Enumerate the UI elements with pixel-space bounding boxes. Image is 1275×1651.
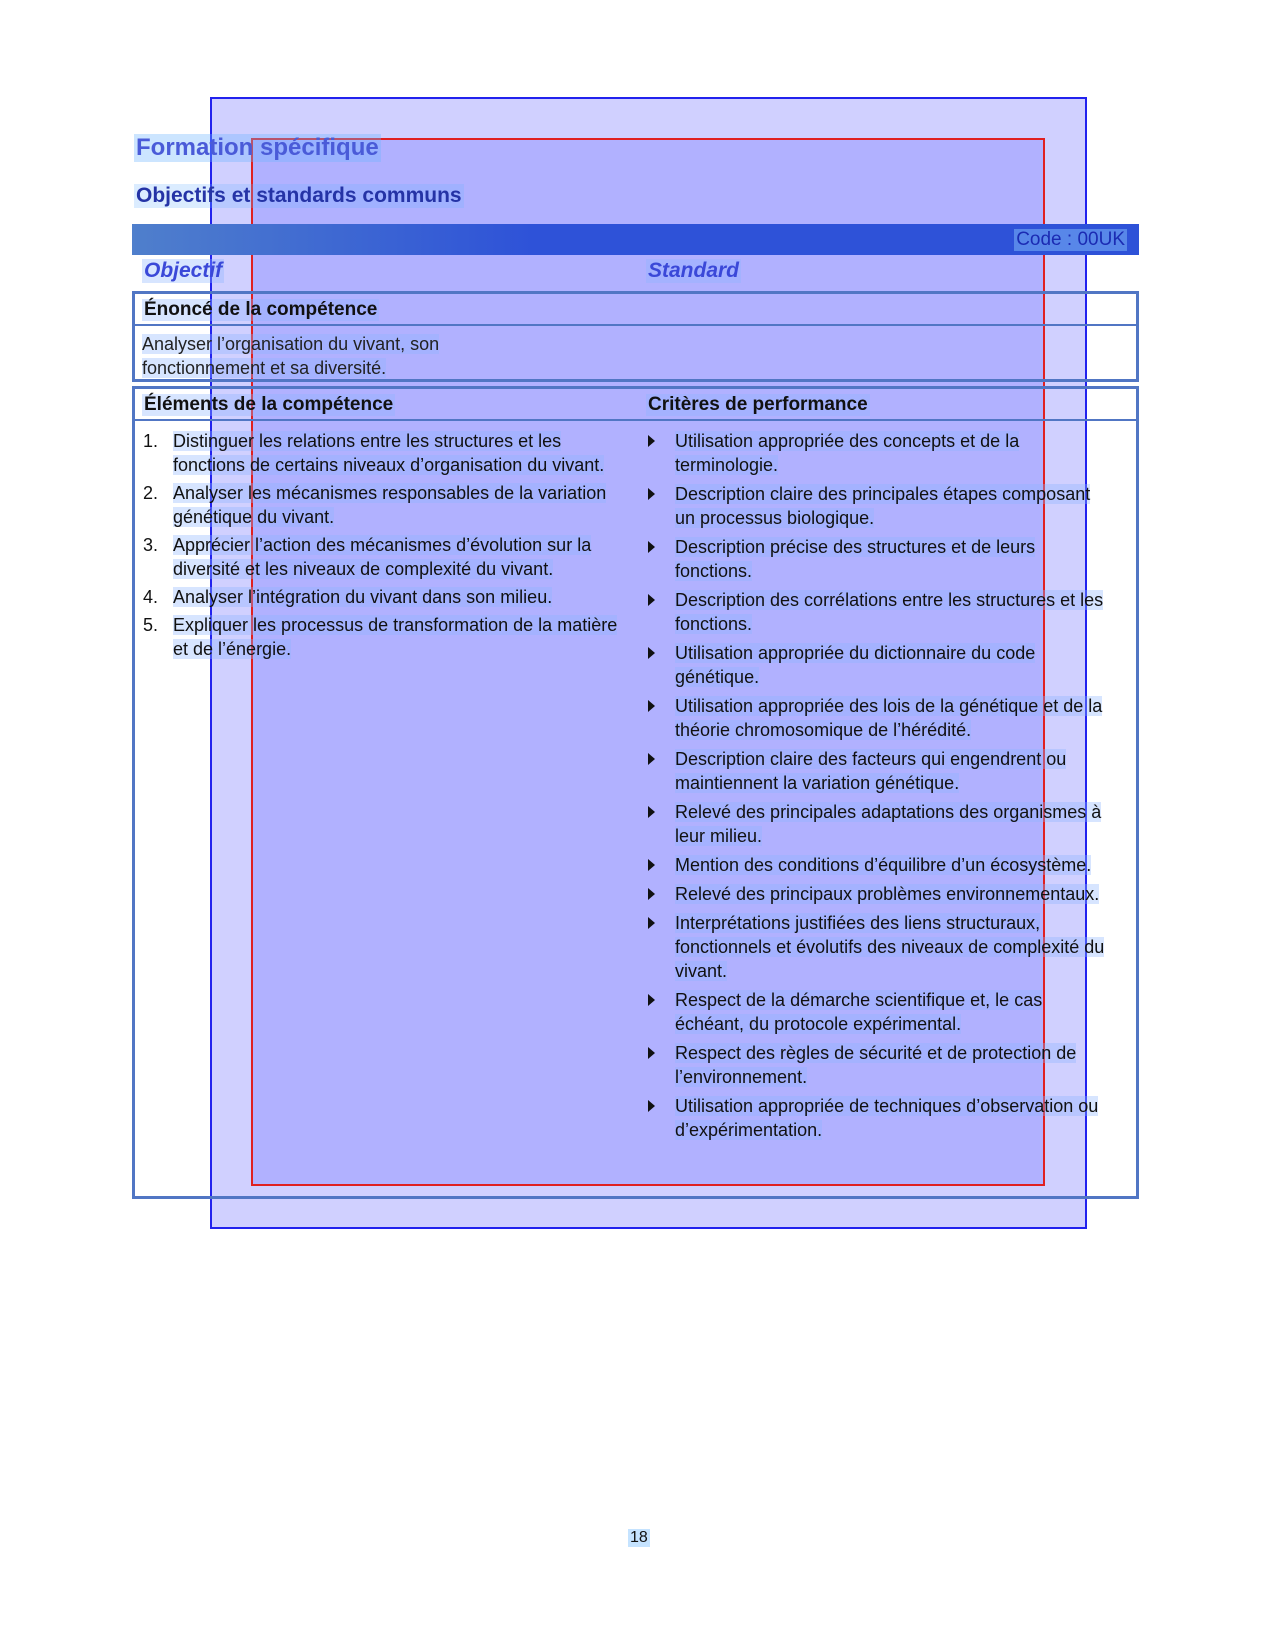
list-item <box>645 641 1115 689</box>
list-item <box>645 882 1115 906</box>
page-subtitle: Objectifs et standards communs <box>136 184 462 207</box>
column-headers <box>132 258 1139 286</box>
list-item <box>645 911 1115 983</box>
criterion-text: Relevé des principales adaptations des organismes à leur milieu. <box>675 802 1102 846</box>
bullet-icon <box>648 488 655 500</box>
enonce-table <box>132 291 1139 382</box>
code-label: Code : 00UK <box>1016 229 1125 250</box>
elements-table <box>132 386 1139 1199</box>
criterion-text: Respect des règles de sécurité et de protection de l’environnement. <box>675 1043 1077 1087</box>
list-item <box>645 1041 1115 1089</box>
criterion-text: Description des corrélations entre les structures et les fonctions. <box>675 590 1104 634</box>
list-item <box>645 429 1115 477</box>
criterion-text: Utilisation appropriée des lois de la génétique et de la théorie chromosomique de l’hérédité. <box>675 696 1103 740</box>
list-item <box>143 613 633 661</box>
list-item <box>645 747 1115 795</box>
criteria-list <box>645 429 1115 1147</box>
enonce-header-row <box>135 294 1136 326</box>
criterion-text: Respect de la démarche scientifique et, le cas échéant, du protocole expérimental. <box>675 990 1043 1034</box>
bullet-icon <box>648 994 655 1006</box>
list-item <box>143 533 633 581</box>
item-text: Apprécier l’action des mécanismes d’évolution sur la diversité et les niveaux de complexité du vivant. <box>173 535 592 579</box>
bullet-icon <box>648 917 655 929</box>
bullet-icon <box>648 647 655 659</box>
item-text: Distinguer les relations entre les structures et les fonctions de certains niveaux d’organisation du vivant. <box>173 431 605 475</box>
list-item <box>645 482 1115 530</box>
list-item <box>143 585 633 609</box>
bullet-icon <box>648 700 655 712</box>
bullet-icon <box>648 541 655 553</box>
bullet-icon <box>648 753 655 765</box>
list-item <box>645 694 1115 742</box>
bullet-icon <box>648 1100 655 1112</box>
criteria-heading: Critères de performance <box>648 394 868 415</box>
page-title: Formation spécifique <box>136 134 379 161</box>
bullet-icon <box>648 594 655 606</box>
list-item <box>645 800 1115 848</box>
criterion-text: Utilisation appropriée du dictionnaire du code génétique. <box>675 643 1036 687</box>
item-number: 2. <box>143 483 159 503</box>
item-text: Expliquer les processus de transformation de la matière et de l’énergie. <box>173 615 618 659</box>
bullet-icon <box>648 888 655 900</box>
elements-list <box>143 429 633 665</box>
list-item <box>645 535 1115 583</box>
item-number: 1. <box>143 431 159 451</box>
bullet-icon <box>648 806 655 818</box>
criterion-text: Description claire des facteurs qui engendrent ou maintiennent la variation génétique. <box>675 749 1067 793</box>
criterion-text: Utilisation appropriée des concepts et de la terminologie. <box>675 431 1020 475</box>
criterion-text: Description claire des principales étapes composant un processus biologique. <box>675 484 1091 528</box>
list-item <box>143 429 633 477</box>
item-text: Analyser l’intégration du vivant dans son milieu. <box>173 587 553 607</box>
list-item <box>645 588 1115 636</box>
item-number: 5. <box>143 615 159 635</box>
criterion-text: Utilisation appropriée de techniques d’observation ou d’expérimentation. <box>675 1096 1099 1140</box>
enonce-text-value: Analyser l’organisation du vivant, son fonctionnement et sa diversité. <box>142 334 440 378</box>
item-number: 3. <box>143 535 159 555</box>
list-item <box>645 1094 1115 1142</box>
elements-header-row <box>135 389 1136 421</box>
enonce-text <box>142 332 502 380</box>
list-item <box>645 988 1115 1036</box>
bullet-icon <box>648 435 655 447</box>
criterion-text: Description précise des structures et de leurs fonctions. <box>675 537 1036 581</box>
elements-heading: Éléments de la compétence <box>144 394 394 415</box>
list-item <box>645 853 1115 877</box>
item-text: Analyser les mécanismes responsables de la variation génétique du vivant. <box>173 483 607 527</box>
column-header-objective: Objectif <box>144 259 223 282</box>
criterion-text: Mention des conditions d’équilibre d’un écosystème. <box>675 855 1092 875</box>
enonce-heading: Énoncé de la compétence <box>144 299 378 320</box>
column-header-standard: Standard <box>648 259 740 282</box>
list-item <box>143 481 633 529</box>
bullet-icon <box>648 1047 655 1059</box>
item-number: 4. <box>143 587 159 607</box>
criterion-text: Interprétations justifiées des liens structuraux, fonctionnels et évolutifs des niveaux de complexité du vivant. <box>675 913 1105 981</box>
page-number: 18 <box>630 1529 648 1546</box>
code-bar <box>132 224 1139 255</box>
bullet-icon <box>648 859 655 871</box>
criterion-text: Relevé des principaux problèmes environnementaux. <box>675 884 1100 904</box>
